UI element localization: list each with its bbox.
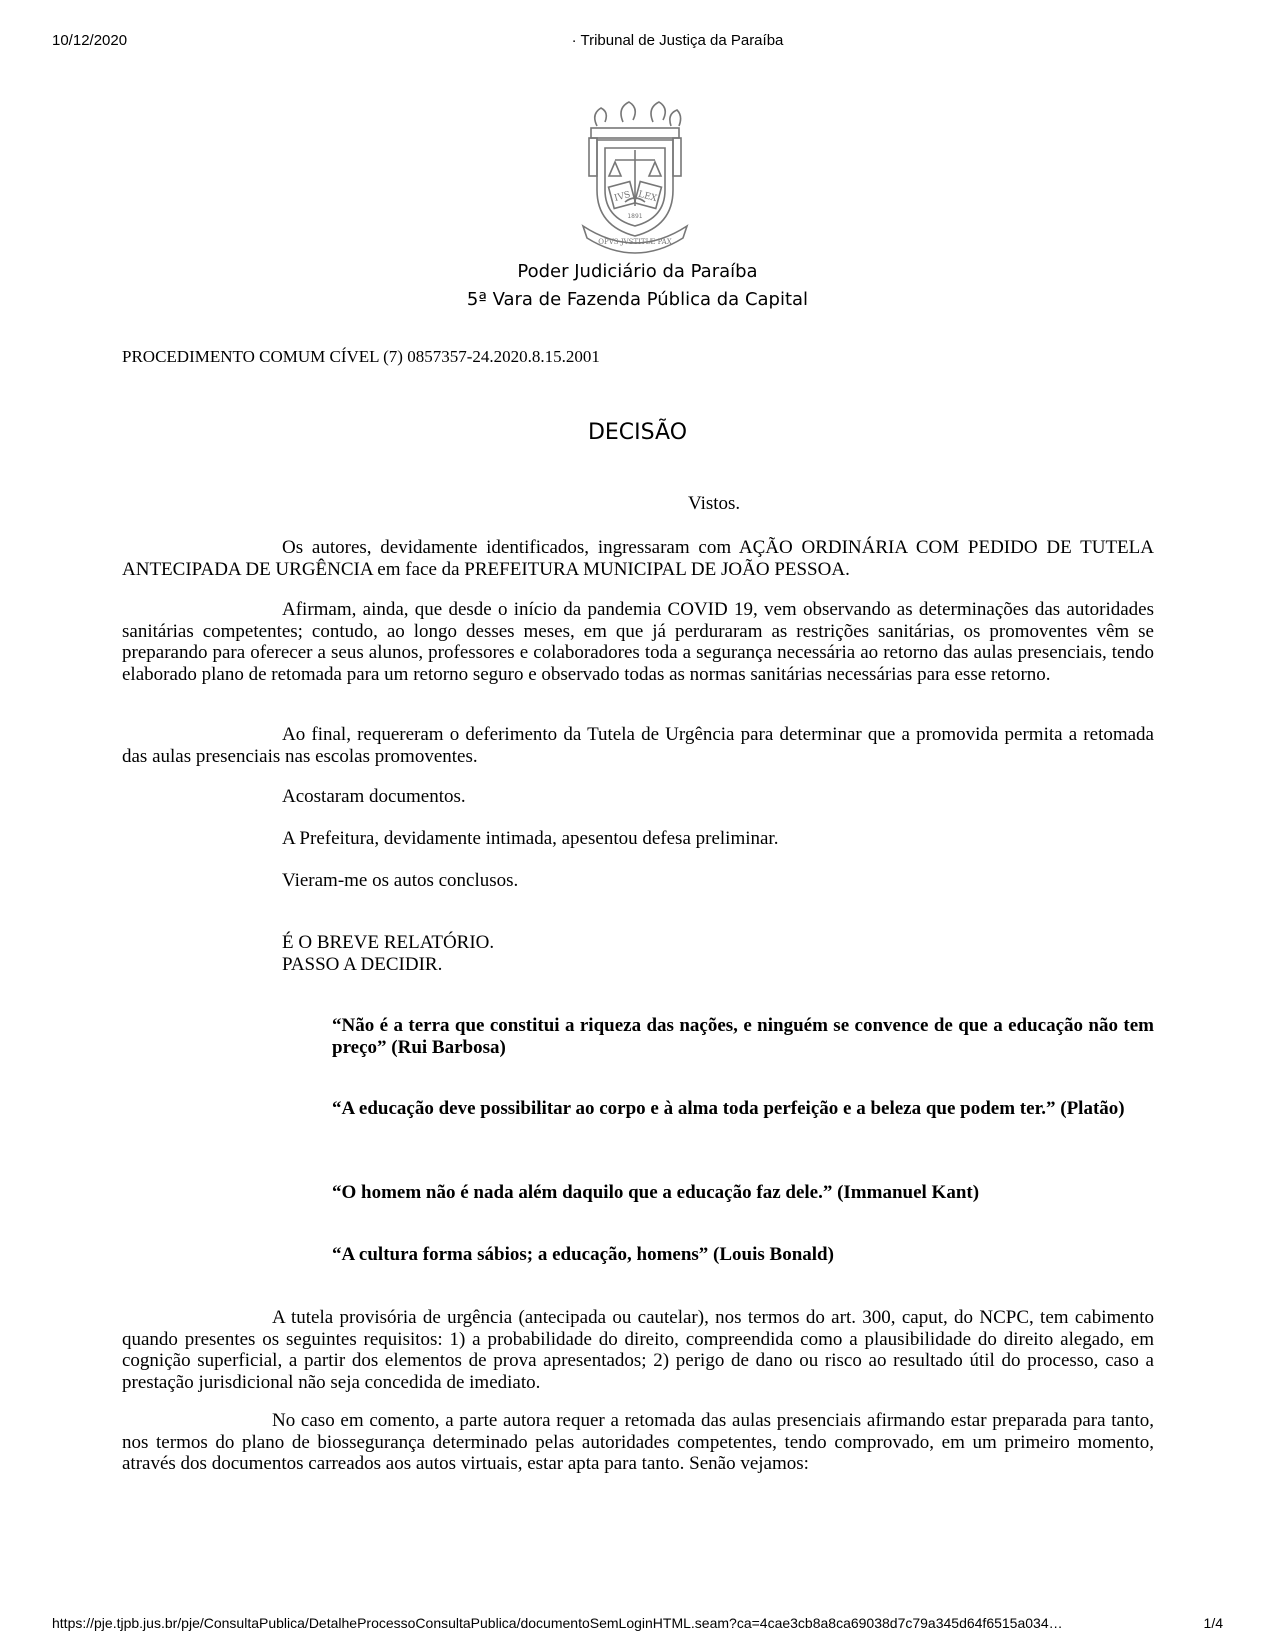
paragraph-2: Afirmam, ainda, que desde o início da pandemia COVID 19, vem observando as determinações das autoridades sanitárias competentes; contudo, ao longo desses meses, em que já perduraram as restrições sanitárias, os promoventes vêm se preparando para oferecer a seus alunos, professores e colaboradores toda a segurança necessária ao retorno das aulas presenciais, tendo elaborado plano de retomada para um retorno seguro e observado todas as normas sanitárias necessárias para esse retorno.	[122, 599, 1154, 685]
procedure-number: PROCEDIMENTO COMUM CÍVEL (7) 0857357-24.2020.8.15.2001	[122, 347, 600, 366]
paragraph-3: Ao final, requereram o deferimento da Tutela de Urgência para determinar que a promovida permita a retomada das aulas presenciais nas escolas promoventes.	[122, 724, 1154, 767]
relatorio-block	[282, 932, 494, 975]
short-line-3: Vieram-me os autos conclusos.	[282, 870, 519, 891]
svg-text:OPVS JVSTITIÆ PAX: OPVS JVSTITIÆ PAX	[598, 238, 672, 246]
page-number: 1/4	[1203, 1615, 1223, 1631]
print-date: 10/12/2020	[52, 32, 128, 49]
print-page-title: · Tribunal de Justiça da Paraíba	[571, 32, 784, 49]
quote-1: “Não é a terra que constitui a riqueza das nações, e ninguém se convence de que a educação não tem preço” (Rui Barbosa)	[332, 1015, 1154, 1058]
vistos-line: Vistos.	[688, 493, 741, 514]
court-division: 5ª Vara de Fazenda Pública da Capital	[466, 289, 809, 310]
court-name: Poder Judiciário da Paraíba	[517, 261, 758, 282]
page-url: https://pje.tjpb.jus.br/pje/ConsultaPublica/DetalheProcessoConsultaPublica/documentoSemLoginHTML.seam?ca=4cae3cb8a8ca69038d7c79a345d64f6515a034…	[52, 1615, 1063, 1631]
document-body	[122, 0, 1154, 1650]
print-footer	[52, 1615, 1223, 1635]
svg-text:1891: 1891	[627, 213, 643, 220]
quote-2: “A educação deve possibilitar ao corpo e à alma toda perfeição e a beleza que podem ter.” (Platão)	[332, 1098, 1125, 1119]
document-title: DECISÃO	[587, 420, 688, 445]
paragraph-1: Os autores, devidamente identificados, ingressaram com AÇÃO ORDINÁRIA COM PEDIDO DE TUTELA ANTECIPADA DE URGÊNCIA em face da PREFEITURA MUNICIPAL DE JOÃO PESSOA.	[122, 537, 1154, 580]
svg-text:LEX: LEX	[637, 189, 658, 205]
svg-text:IVS: IVS	[613, 190, 632, 204]
quote-3: “O homem não é nada além daquilo que a educação faz dele.” (Immanuel Kant)	[332, 1182, 980, 1203]
closing-paragraph-1: A tutela provisória de urgência (antecipada ou cautelar), nos termos do art. 300, caput, do NCPC, tem cabimento quando presentes os seguintes requisitos: 1) a probabilidade do direito, compreendida como a plausibilidade do direito alegado, em cognição superficial, a partir dos elementos de prova apresentados; 2) perigo de dano ou risco ao resultado útil do processo, caso a prestação jurisdicional não seja concedida de imediato.	[122, 1307, 1154, 1393]
short-line-2: A Prefeitura, devidamente intimada, apesentou defesa preliminar.	[282, 828, 779, 849]
quote-4: “A cultura forma sábios; a educação, homens” (Louis Bonald)	[332, 1244, 834, 1265]
short-line-1: Acostaram documentos.	[282, 786, 466, 807]
closing-paragraph-2: No caso em comento, a parte autora requer a retomada das aulas presenciais afirmando estar preparada para tanto, nos termos do plano de biossegurança determinado pelas autoridades competentes, tendo comprovado, em um primeiro momento, através dos documentos carreados aos autos virtuais, estar apta para tanto. Senão vejamos:	[122, 1410, 1154, 1474]
relatorio-line-2: PASSO A DECIDIR.	[282, 953, 443, 975]
relatorio-line-1: É O BREVE RELATÓRIO.	[282, 932, 495, 953]
